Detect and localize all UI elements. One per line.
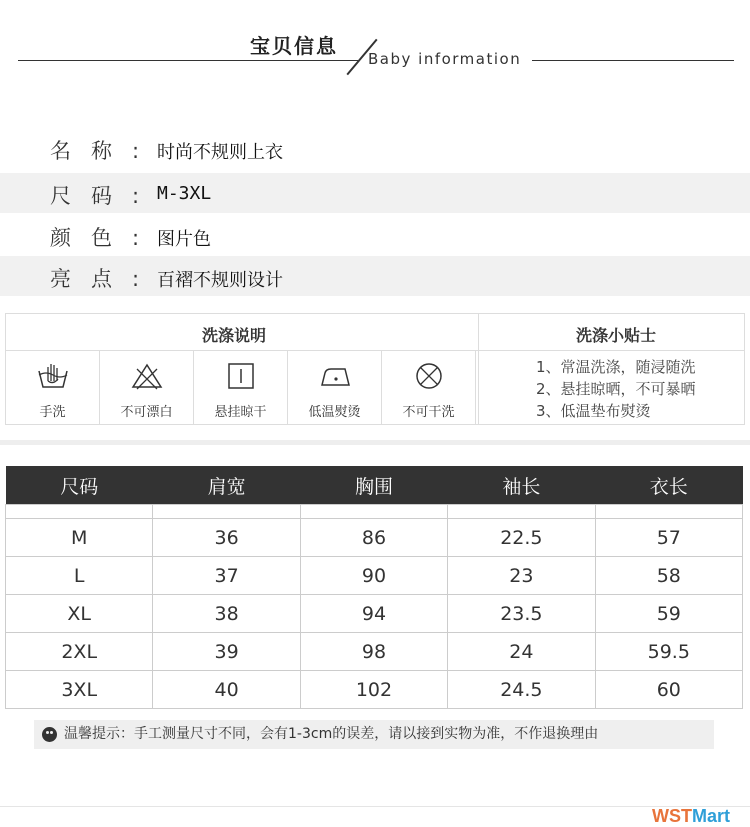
header-rule-left [18,60,358,61]
table-cell: 59.5 [595,633,742,671]
info-value: 百褶不规则设计 [157,270,283,291]
table-header: 肩宽 [153,466,300,505]
header-rule-right [532,60,734,61]
table-cell: 38 [153,595,300,633]
wash-item [6,351,100,424]
table-cell: 86 [300,519,447,557]
table-cell: 37 [153,557,300,595]
table-row [6,633,743,671]
table-cell: 94 [300,595,447,633]
table-header: 尺码 [6,466,153,505]
table-row [6,557,743,595]
wash-label: 低温熨烫 [308,405,361,420]
watermark-logo [652,806,730,827]
no-dry-clean-icon [413,361,445,391]
table-cell: 59 [595,595,742,633]
table-cell: 3XL [6,671,153,709]
smiley-icon [42,727,57,742]
table-cell: 24 [448,633,595,671]
table-cell: 57 [595,519,742,557]
table-cell: 90 [300,557,447,595]
wash-tips-title: 洗涤小贴士 [576,326,657,345]
watermark-part1: WST [652,806,692,826]
measurement-note [34,720,714,749]
section-subtitle: Baby information [368,50,522,68]
section-title: 宝贝信息 [250,34,338,58]
table-cell: 102 [300,671,447,709]
wash-label: 悬挂晾干 [214,405,267,420]
hand-wash-icon [37,361,69,391]
footer-rule [0,806,750,807]
info-key: 尺码: [50,184,160,208]
info-value: 时尚不规则上衣 [157,142,283,163]
table-row [6,671,743,709]
table-cell: 60 [595,671,742,709]
table-header-row [6,466,743,505]
table-cell: 36 [153,519,300,557]
table-header: 袖长 [448,466,595,505]
hang-dry-icon [225,361,257,391]
wash-item [288,351,382,424]
info-row-highlight [0,256,750,296]
info-row-size [0,173,750,213]
section-separator [0,440,750,445]
wash-label: 手洗 [39,405,66,420]
wash-tips [478,351,744,424]
table-cell: 39 [153,633,300,671]
wash-item [100,351,194,424]
low-iron-icon [319,361,353,391]
wash-tip: 3、低温垫布熨烫 [536,402,651,420]
table-cell: XL [6,595,153,633]
table-row [6,519,743,557]
wash-label: 不可干洗 [402,405,455,420]
size-table [5,466,743,709]
info-key: 颜色: [50,226,160,250]
info-value: M-3XL [157,183,212,204]
watermark-part2: Mart [692,806,731,826]
wash-panel [5,313,745,425]
table-cell: 98 [300,633,447,671]
table-header: 胸围 [300,466,447,505]
table-spacer-row [6,505,743,519]
table-cell: M [6,519,153,557]
table-cell: 58 [595,557,742,595]
table-cell: 40 [153,671,300,709]
wash-tip: 1、常温洗涤，随浸随洗 [536,358,696,376]
info-key: 亮点: [50,267,160,291]
info-value: 图片色 [157,229,211,250]
wash-tip: 2、悬挂晾晒，不可暴晒 [536,380,696,398]
table-cell: 2XL [6,633,153,671]
info-row-color [0,215,750,255]
table-cell: 23 [448,557,595,595]
table-cell: 24.5 [448,671,595,709]
table-header: 衣长 [595,466,742,505]
wash-item [382,351,476,424]
table-cell: 22.5 [448,519,595,557]
table-row [6,595,743,633]
wash-label: 不可漂白 [120,405,173,420]
wash-title: 洗涤说明 [202,326,267,345]
no-bleach-icon [131,361,163,391]
wash-item [194,351,288,424]
info-row-name [0,128,750,168]
table-cell: L [6,557,153,595]
note-text: 温馨提示：手工测量尺寸不同，会有1-3cm的误差，请以接到实物为准，不作退换理由 [64,726,599,742]
info-key: 名称: [50,139,160,163]
table-cell: 23.5 [448,595,595,633]
